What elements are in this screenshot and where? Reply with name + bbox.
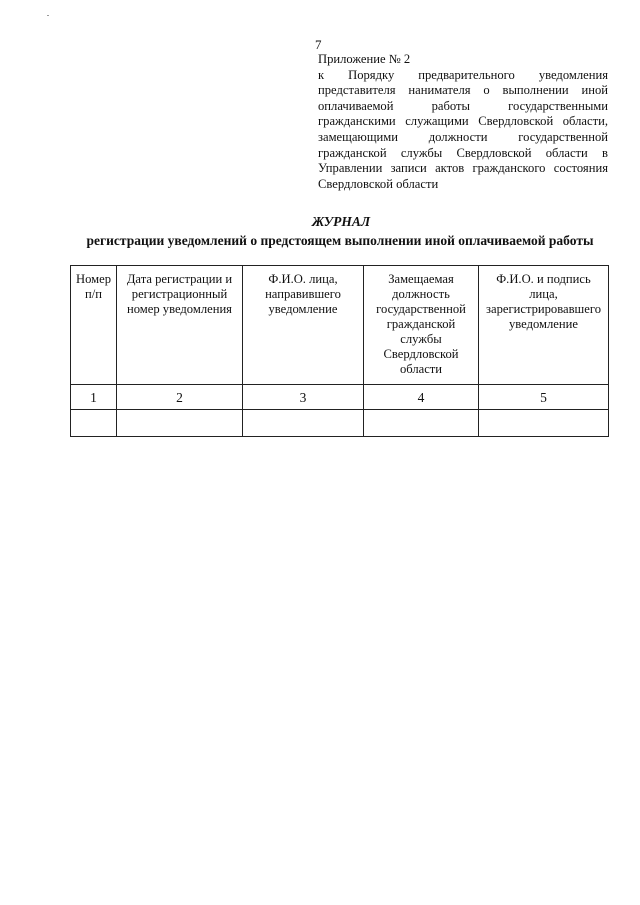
scan-speck [47, 15, 49, 16]
header-number: Номер п/п [71, 266, 117, 385]
table-row [71, 410, 609, 437]
journal-table [70, 265, 609, 437]
appendix-body: к Порядку предварительного уведомления представителя нанимателя о выполнении иной оплачиваемой работы государственными гражданскими служащими Свердловской области, замещающими должности государственной гражданской службы Свердловской области в Управлении записи актов гражданского состояния Свердловской области [318, 67, 608, 191]
column-number-cell: 1 [71, 385, 117, 410]
header-position: Замещаемая должность государственной гражданской службы Свердловской области [364, 266, 479, 385]
journal-title: ЖУРНАЛ [311, 214, 371, 229]
appendix-block [318, 52, 608, 192]
journal-subtitle: регистрации уведомлений о предстоящем выполнении иной оплачиваемой работы [86, 233, 594, 248]
journal-heading [0, 214, 640, 249]
column-number-cell: 5 [479, 385, 609, 410]
column-number-cell: 3 [243, 385, 364, 410]
header-sender-name: Ф.И.О. лица, направившего уведомление [243, 266, 364, 385]
page-number: 7 [315, 37, 322, 52]
header-registrar-name: Ф.И.О. и подпись лица, зарегистрировавшего уведомление [479, 266, 609, 385]
table-header-row [71, 266, 609, 385]
header-registration-date: Дата регистрации и регистрационный номер уведомления [117, 266, 243, 385]
column-number-row [71, 385, 609, 410]
table-cell [364, 410, 479, 437]
table-cell [71, 410, 117, 437]
appendix-title: Приложение № 2 [318, 52, 411, 66]
table-cell [243, 410, 364, 437]
table-cell [117, 410, 243, 437]
table-cell [479, 410, 609, 437]
column-number-cell: 4 [364, 385, 479, 410]
column-number-cell: 2 [117, 385, 243, 410]
